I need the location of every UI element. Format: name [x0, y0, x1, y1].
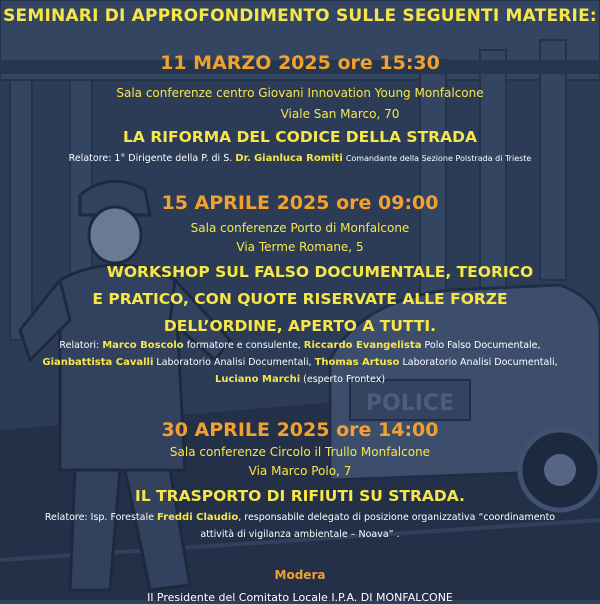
moderator-line: Il Presidente del Comitato Locale I.P.A. DI MONFALCONE: [147, 591, 453, 604]
event-2-address: Via Terme Romane, 5: [236, 240, 364, 254]
event-2-venue: Sala conferenze Porto di Monfalcone: [190, 221, 410, 235]
speaker-name: Marco Boscolo: [102, 340, 184, 351]
police-sign-text: POLICE: [365, 391, 455, 416]
event-3-speaker-role: , responsabile delegato di posizione organizzativa “coordinamento: [238, 512, 556, 523]
speaker-name: Riccardo Evangelista: [303, 340, 422, 351]
event-1-topic: LA RIFORMA DEL CODICE DELLA STRADA: [123, 128, 477, 146]
speaker-role: Polo Falso Documentale,: [424, 340, 541, 351]
speaker-role: Laboratorio Analisi Documentali,: [156, 357, 312, 368]
event-2-date: 15 APRILE 2025 ore 09:00: [161, 192, 439, 214]
event-3-date: 30 APRILE 2025 ore 14:00: [161, 419, 439, 441]
event-3-topic: IL TRASPORTO DI RIFIUTI SU STRADA.: [135, 487, 465, 505]
speaker-name: Thomas Artuso: [314, 357, 400, 368]
event-3-speaker-name: Freddi Claudio: [156, 512, 239, 523]
event-2-topic-line-2: E PRATICO, CON QUOTE RISERVATE ALLE FORZE: [92, 290, 508, 308]
event-1-speaker: [0, 153, 600, 164]
event-1-address: Viale San Marco, 70: [280, 107, 400, 121]
event-1-date: 11 MARZO 2025 ore 15:30: [160, 52, 440, 74]
event-1-speaker-prefix: Relatore: 1° Dirigente della P. di S.: [68, 153, 233, 164]
speaker-name: Luciano Marchi: [214, 374, 301, 385]
event-2-speakers-label: Relatori:: [59, 340, 100, 351]
event-3-address: Via Marco Polo, 7: [248, 464, 352, 478]
event-1-speaker-role: Comandante della Sezione Polstrada di Trieste: [345, 154, 532, 163]
event-2-speakers-line-1: [0, 340, 600, 351]
moderator-label: Modera: [274, 568, 326, 582]
speaker-role: (esperto Frontex): [303, 374, 386, 385]
event-2-speakers-line-3: [0, 374, 600, 385]
speaker-role: formatore e consulente,: [186, 340, 301, 351]
event-1-venue: Sala conferenze centro Giovani Innovation Young Monfalcone: [116, 86, 484, 100]
event-3-venue: Sala conferenze Circolo il Trullo Monfalcone: [169, 445, 431, 459]
event-3-speaker-line-1: [0, 512, 600, 523]
event-2-topic-line-3: DELL’ORDINE, APERTO A TUTTI.: [163, 317, 437, 335]
event-3-speaker-line-2: attività di vigilanza ambientale – Noava” .: [200, 529, 400, 540]
event-3-speaker-prefix: Relatore: Isp. Forestale: [44, 512, 154, 523]
event-2-topic-line-1: WORKSHOP SUL FALSO DOCUMENTALE, TEORICO: [106, 263, 534, 281]
event-1-speaker-name: Gianluca Romiti: [253, 153, 343, 164]
poster-heading: SEMINARI DI APPROFONDIMENTO SULLE SEGUENTI MATERIE:: [3, 6, 597, 26]
speaker-name: Gianbattista Cavalli: [42, 357, 154, 368]
event-2-speakers-line-2: [0, 357, 600, 368]
speaker-role: Laboratorio Analisi Documentali,: [402, 357, 558, 368]
event-1-speaker-title: Dr.: [235, 153, 251, 164]
